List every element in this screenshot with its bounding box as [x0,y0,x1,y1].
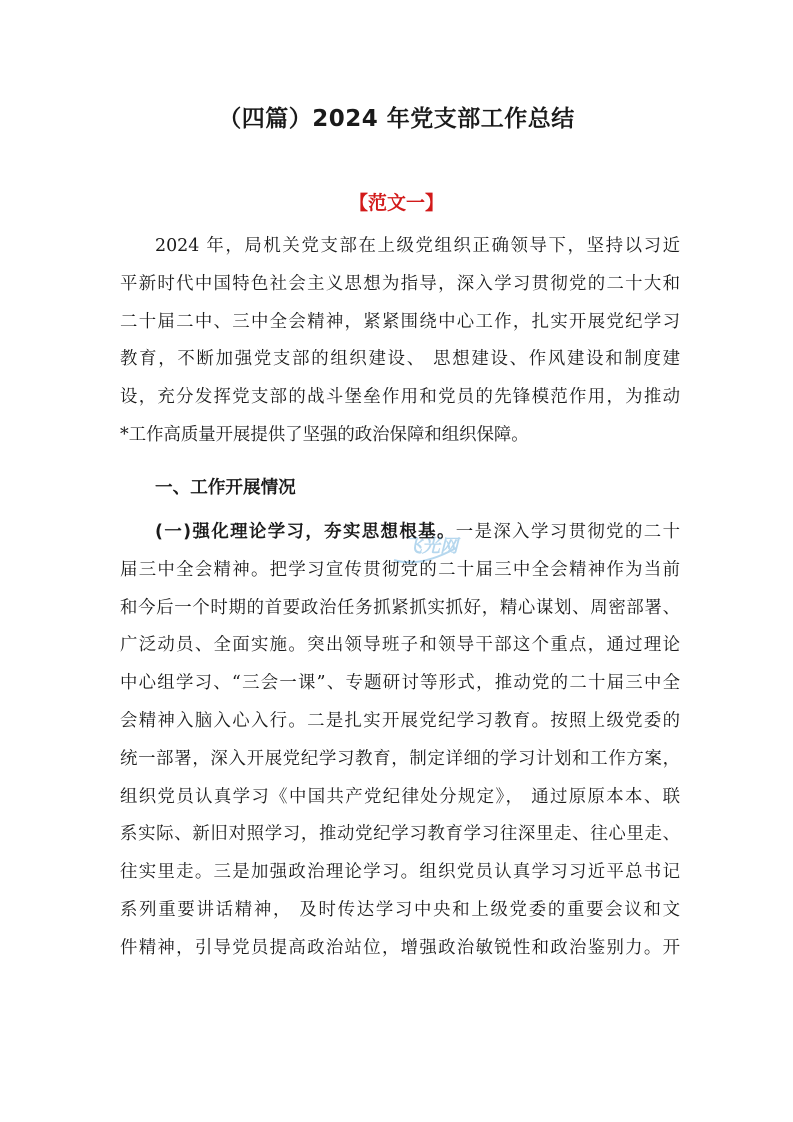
subsection-paragraph [120,514,680,968]
paragraph-line: 件精神，引导党员提高政治站位，增强政治敏锐性和政治鉴别力。开 [120,937,680,958]
paragraph-line: 组织党员认真学习《中国共产党纪律处分规定》， 通过原原本本、联 [120,786,680,807]
paragraph-line: 统一部署，深入开展党纪学习教育，制定详细的学习计划和工作方案， [120,748,680,769]
paragraph-line: 会精神入脑入心入行。二是扎实开展党纪学习教育。按照上级党委的 [120,710,680,731]
paragraph-line: 教育，不断加强党支部的组织建设、 思想建设、作风建设和制度建 [120,349,680,370]
watermark-text: 飞光网 [404,536,458,557]
paragraph-line: *工作高质量开展提供了坚强的政治保障和组织保障。 [120,424,529,445]
section-label: 【范文一】 [348,192,444,214]
paragraph-line: 广泛动员、全面实施。突出领导班子和领导干部这个重点，通过理论 [120,635,680,656]
paragraph-line: 往实里走。三是加强政治理论学习。组织党员认真学习习近平总书记 [120,862,680,883]
section-heading: 一、工作开展情况 [155,478,296,498]
paragraph-line: 系列重要讲话精神， 及时传达学习中央和上级党委的重要会议和文 [120,899,680,920]
paragraph-line: 系实际、新旧对照学习，推动党纪学习教育学习往深里走、往心里走、 [120,824,680,845]
paragraph-line: 中心组学习、“三会一课”、专题研讨等形式，推动党的二十届三中全 [120,673,680,694]
paragraph-line: 设，充分发挥党支部的战斗堡垒作用和党员的先锋模范作用，为推动 [120,387,680,408]
paragraph-text: 一是深入学习贯彻党的二十 [455,522,680,542]
paragraph-line: 2024 年，局机关党支部在上级党组织正确领导下，坚持以习近 [155,236,680,256]
subsection-lead: (一)强化理论学习，夯实思想根基。 [155,522,456,542]
paragraph-line: 和今后一个时期的首要政治任务抓紧抓实抓好，精心谋划、周密部署、 [120,597,680,618]
document-title: （四篇）2024 年党支部工作总结 [218,106,575,132]
paragraph-line [120,514,680,552]
paragraph-line: 二十届二中、三中全会精神，紧紧围绕中心工作，扎实开展党纪学习 [120,311,680,332]
intro-paragraph [120,228,680,455]
paragraph-line: 平新时代中国特色社会主义思想为指导，深入学习贯彻党的二十大和 [120,273,680,294]
paragraph-line: 届三中全会精神。把学习宣传贯彻党的二十届三中全会精神作为当前 [120,559,680,580]
